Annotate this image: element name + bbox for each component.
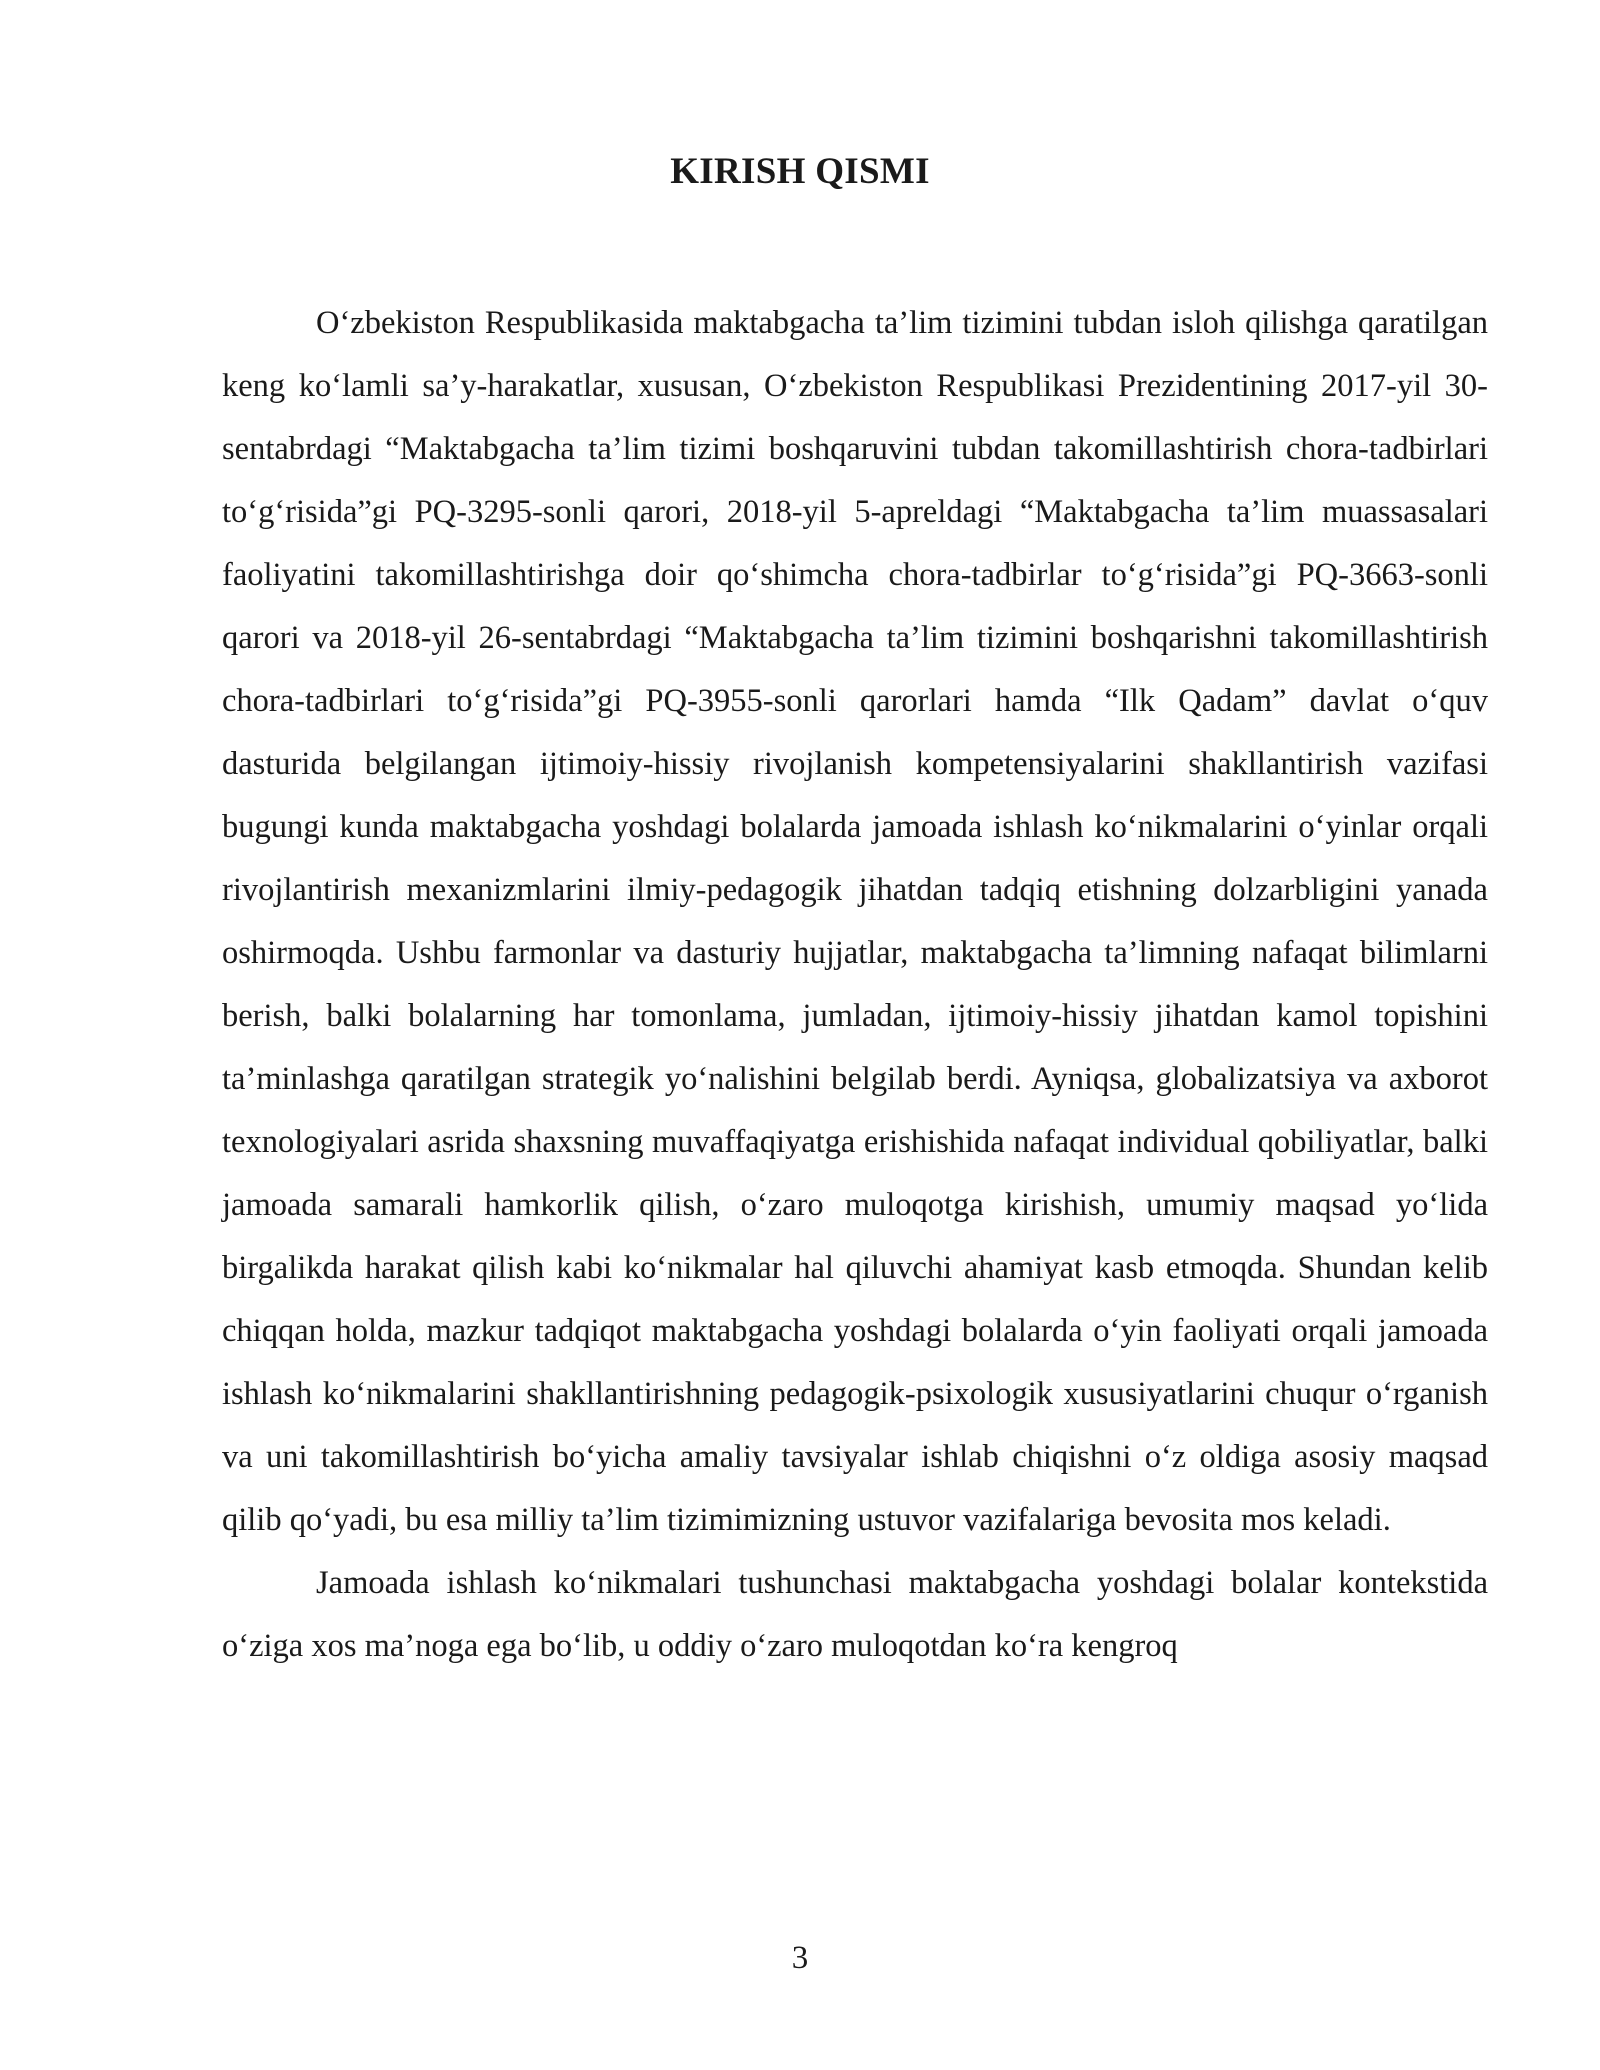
body-text: [222, 292, 1488, 1678]
page-number: 3: [791, 1940, 809, 1976]
paragraph-1: O‘zbekiston Respublikasida maktabgacha ta’lim tizimini tubdan isloh qilishga qaratilgan keng ko‘lamli sa’y-harakatlar, xususan, O‘zbekiston Respublikasi Prezidentining 2017-yil 30-sentabrdagi “Maktabgacha ta’lim tizimi boshqaruvini tubdan takomillashtirish chora-tadbirlari to‘g‘risida”gi PQ-3295-sonli qarori, 2018-yil 5-apreldagi “Maktabgacha ta’lim muassasalari faoliyatini takomillashtirishga doir qo‘shimcha chora-tadbirlar to‘g‘risida”gi PQ-3663-sonli qarori va 2018-yil 26-sentabrdagi “Maktabgacha ta’lim tizimini boshqarishni takomillashtirish chora-tadbirlari to‘g‘risida”gi PQ-3955-sonli qarorlari hamda “Ilk Qadam” davlat o‘quv dasturida belgilangan ijtimoiy-hissiy rivojlanish kompetensiyalarini shakllantirish vazifasi bugungi kunda maktabgacha yoshdagi bolalarda jamoada ishlash ko‘nikmalarini o‘yinlar orqali rivojlantirish mexanizmlarini ilmiy-pedagogik jihatdan tadqiq etishning dolzarbligini yanada oshirmoqda. Ushbu farmonlar va dasturiy hujjatlar, maktabgacha ta’limning nafaqat bilimlarni berish, balki bolalarning har tomonlama, jumladan, ijtimoiy-hissiy jihatdan kamol topishini ta’minlashga qaratilgan strategik yo‘nalishini belgilab berdi. Ayniqsa, globalizatsiya va axborot texnologiyalari asrida shaxsning muvaffaqiyatga erishishida nafaqat individual qobiliyatlar, balki jamoada samarali hamkorlik qilish, o‘zaro muloqotga kirishish, umumiy maqsad yo‘lida birgalikda harakat qilish kabi ko‘nikmalar hal qiluvchi ahamiyat kasb etmoqda. Shundan kelib chiqqan holda, mazkur tadqiqot maktabgacha yoshdagi bolalarda o‘yin faoliyati orqali jamoada ishlash ko‘nikmalarini shakllantirishning pedagogik-psixologik xususiyatlarini chuqur o‘rganish va uni takomillashtirish bo‘yicha amaliy tavsiyalar ishlab chiqishni o‘z oldiga asosiy maqsad qilib qo‘yadi, bu esa milliy ta’lim tizimimizning ustuvor vazifalariga bevosita mos keladi.: [222, 305, 1488, 1538]
section-title: KIRISH QISMI: [670, 151, 930, 192]
paragraph-2: Jamoada ishlash ko‘nikmalari tushunchasi maktabgacha yoshdagi bolalar kontekstida o‘ziga xos ma’noga ega bo‘lib, u oddiy o‘zaro muloqotdan ko‘ra kengroq: [222, 1565, 1488, 1664]
